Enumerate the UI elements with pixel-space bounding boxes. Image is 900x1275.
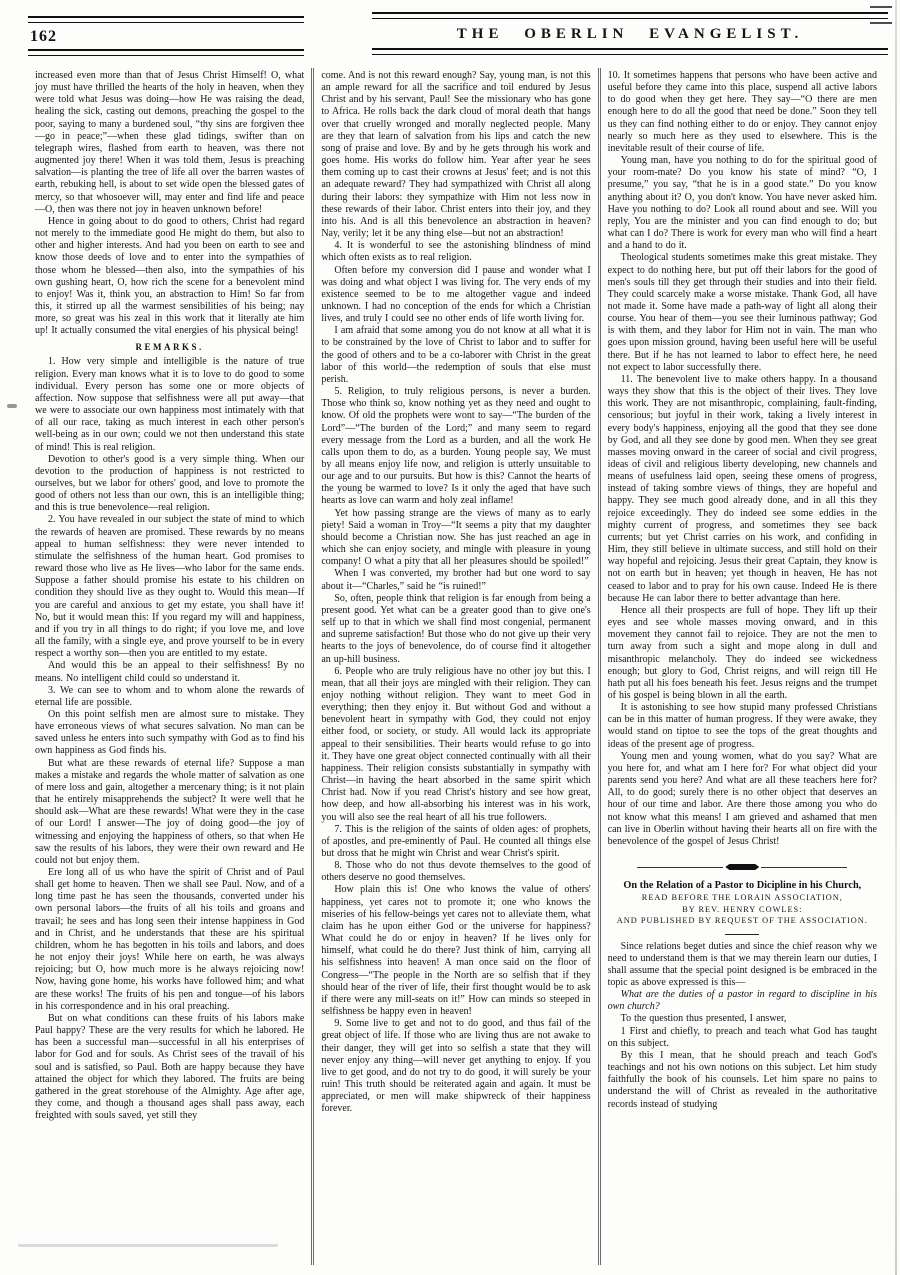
paragraph: Devotion to other's good is a very simple thing. When our devotion to the production of happiness is not restricted to ourselves, but we labor for others' good, and love to promote the good of others not less than our own, this is an intelligible thing; and this is true benevolence—real religion. xyxy=(35,453,305,514)
header-center xyxy=(372,12,888,55)
paragraph: Theological students sometimes make this great mistake. They expect to do nothing here, but put off their labors for the good of men's souls till they get through their studies and into their field. They could scarcely make a worse mistake. Thank God, all have not made it. Some have made a path-way of light all along their course. You hear of them—you see their luminous pathway; God is with them, and they labor for Him not in vain. The man who goes upon mission ground, having been useful here will be useful there. But if he has not learned to labor to effect here, he need not expect to labor successfully there. xyxy=(607,252,877,373)
article-byline: AND PUBLISHED BY REQUEST OF THE ASSOCIATION. xyxy=(616,916,868,925)
paragraph: So, often, people think that religion is far enough from being a present good. Yet what can be a greater good than to give one's self up to that in which we shall find most congenial, permanent and supreme satisfaction! But those who do not give up their very hearts to the joys of benevolence, do of course find it altogether an up-hill business. xyxy=(321,592,591,665)
divider-line xyxy=(761,867,847,868)
paragraph: And would this be an appeal to their selfishness! By no means. No intelligent child could so understand it. xyxy=(35,660,305,684)
paragraph: 6. People who are truly religious have no other joy but this. I mean, that all their joys are mingled with their religion. They can enjoy nothing without religion. They want to meet God in everything; then they enjoy it. But without God and without a benevolent heart in sympathy with God, they could not enjoy either food, or society, or study. All would lack its appropriate appeal to their sensibilities. Their hearts would refuse to go into it. They have one great object connected continually with all their happiness. Their religion consists substantially in sympathy with Christ—in having the heart absorbed in the same spirit which Christ had. Now if you read Christ's history and see how great, how deep, and how all-absorbing his interest was in his work, you will also see the real heart of all his true followers. xyxy=(321,665,591,823)
header-left xyxy=(28,16,304,56)
short-rule xyxy=(725,934,759,935)
paragraph: But on what conditions can these fruits of his labors make Paul happy? These are the very results for which he labored. He has been a successful man—successful in all his enterprises of labor for God and for souls. As Christ sees of the travail of his soul and is satisfied, so Paul. Both are happy because they have attained the object for which they labored. The fruits are being gathered in the great storehouse of the Almighty. Age after age, they come, and though a thousand ages shall pass away, each freighted with souls saved, yet still they xyxy=(35,1012,305,1122)
paragraph: I am afraid that some among you do not know at all what it is to be constrained by the love of Christ to labor and to suffer for the good of others and to be a co-laborer with Christ in the great labor of this world—the redemption of souls that else must perish. xyxy=(321,325,591,385)
paragraph: Often before my conversion did I pause and wonder what I was doing and what object I was living for. The very ends of my existence seemed to be to me altogether vague and indeed unknown. I had no conception of the ends for which a Christian lives, and truly I could see no other ends of life worth living for. xyxy=(321,264,591,325)
paragraph: 1 First and chiefly, to preach and teach what God has taught on this subject. xyxy=(607,1025,877,1049)
paragraph: By this I mean, that he should preach and teach God's teachings and not his own notions on this subject. Let him study faithfully the book of his counsels. Let him spare no pains to understand the will of Christ as revealed in the authoritative records instead of studying xyxy=(607,1049,877,1110)
paragraph: 9. Some live to get and not to do good, and thus fail of the great object of life. If those who are living thus are not awake to their danger, they will get into so selfish a state that they will never enjoy any thing—will never get anything to enjoy. If you live to get good, and do not try to do good, it will surely be your ruin! This truth should be reiterated again and again. It must be appreciated, or men will make shipwreck of their happiness forever. xyxy=(321,1018,591,1115)
double-rule xyxy=(372,12,888,19)
paragraph: 11. The benevolent live to make others happy. In a thousand ways they show that this is the object of their lives. They love this work. They are not misanthropic, complaining, fault-finding, censorious; but joyful in their work, taking a lively interest in every body's happiness, enjoying all the good that they see done by God, and all they see done by good men. When they see great masses moving onward in the career of social and civil progress, ideas of civil and religious liberty developing, new channels and means of usefulness laid open, seeing these omens of progress, instead of taking sombre views of things, they are hopeful and happy. They see much good already done, and in all this they rejoice exceedingly. They do indeed see some eddies in the mighty current of progress, and sometimes they see back currents; but yet Christ carries on his work, and confiding in Him, they still believe in ultimate success, and still hold on their way hopeful and rejoicing. Jesus their great Captain, they know is not on earth but in heaven; yet though in heaven, He has not ceased to labor and to pray for his own cause. Indeed He is there because He can labor there to better advantage than here. xyxy=(607,373,877,604)
article-title: On the Relation of a Pastor to Dicipline in his Church, xyxy=(623,880,862,891)
paragraph: Since relations beget duties and since the chief reason why we need to understand them is that we may therein learn our duties, I shall assume that the special point designed is be embraced in the topic as above expressed is this— xyxy=(607,940,877,988)
masthead-title: THE OBERLIN EVANGELIST. xyxy=(456,26,804,42)
scan-edge-shadow xyxy=(895,0,897,1275)
paragraph: Ere long all of us who have the spirit of Christ and of Paul shall get home to heaven. Then we shall see Paul. Now, and of a long time past he has seen the thousands, converted under his own personal labors—the fruits of all his toils and groans and travail; he sees and has long seen their intense happiness in God and in Christ, and he understands that these are his spiritual children, whom he has begotten in his toils and labors, and does he not enjoy their joys! While here on earth, he was always rejoicing; but O, how much more is he always rejoicing now! Now, having gone home, his works have followed him; and what are these works! The fruits of his pen and tongue—of his labors in his correspondence and in his oral preaching. xyxy=(35,867,305,1012)
paragraph: Hence all their prospects are full of hope. They lift up their eyes and see whole masses moving onward, and in this movement they cannot fail to rejoice. They are not the men to turn away from such a sight and mope along in dull and misanthropic melancholy. They do indeed see wickedness enough; but glory to God, Christ reigns, and will reign till He hath put all his foes beneath his feet. Jesus reigns and the trumpet of his gospel is being blown in all the earth. xyxy=(607,604,877,701)
paragraph: 1. How very simple and intelligible is the nature of true religion. Every man knows what it is to love to do good to some individual. Every person has some one or more objects of affection. Now suppose that selfishness were all put away—that we were to associate our own happiness most intimately with that of all our race, taking as much interest in each other person's well-being as in our own; could we not then understand this state of mind! This is real religion. xyxy=(35,356,305,453)
divider-diamond-icon xyxy=(725,864,759,870)
scan-smudge xyxy=(7,404,17,408)
paragraph-continuation: 10. It sometimes happens that persons who have been active and useful before they came into this place, suspend all active labors to do good when they get here. They say—“O there are men enough here to do all the good that need be done.” Soon they tell us they can find nothing either to do or enjoy. They cannot enjoy nearly so much here as they used to elsewhere. This is the inevitable result of their course of life. xyxy=(607,70,877,154)
article-divider xyxy=(637,864,847,870)
paragraph-continuation: increased even more than that of Jesus Christ Himself! O, what joy must have thrilled the hearts of the holy in heaven, when they were told what Jesus was doing—how He was raising the dead, healing the sick, casting out demons, preaching the gospel to the poor, saying to many a burdened soul, “thy sins are forgiven thee—go in peace;”—when these glad tidings, swifter than on telegraph wires, flashed from earth to heaven, was there not augmented joy there! When it was told them, Jesus is preaching salvation—is planting the tree of life all over the barren wastes of earth, rebuking hell, is about to set wide open the blessed gates of mercy, so that whosoever will, may enter and find life and peace—O, then was there not joy in heaven unknown before! xyxy=(35,70,305,215)
page-number: 162 xyxy=(30,28,57,45)
article-byline: READ BEFORE THE LORAIN ASSOCIATION, xyxy=(641,893,843,902)
divider-line xyxy=(637,867,723,868)
paragraph: How plain this is! One who knows the value of others' happiness, yet cares not to promote it; one who knows the miseries of his fellow-beings yet cares not to alleviate them, what claim has he upon either God or the universe for happiness? What could he do or enjoy in heaven? If he lives only for himself, what could he do there? Just think of him, carrying all his selfishness into heaven! A man once said on the floor of Congress—“The people in the North are so selfish that if they should hear of the river of life, their first thought would be to ask if there were any mill-seats on it!” How can minds so steeped in selfishness be happy even in heaven! xyxy=(321,884,591,1018)
paragraph: 5. Religion, to truly religious persons, is never a burden. Those who think so, know nothing yet as they need and ought to know. Of old the prophets were wont to say—“The burden of the Lord”—“The burden of the Lord;” and many seem to regard every message from the Lord as a burden, and all the work He calls upon them to do, as a burden. Young people say, We must by all means enjoy life now, and religion is utterly unsuitable to our age and to our pursuits. But how is this? Cannot the hearts of the young be warmed to love? Is it only the aged that have such hearts as love can warm and holy zeal inflame! xyxy=(321,386,591,507)
paragraph-continuation: come. And is not this reward enough? Say, young man, is not this an ample reward for all the sacrifice and toil endured by Jesus Christ and by his servant, Paul! See the missionary who has gone to Africa. He rolls back the dark cloud of moral death that hangs over that cruelly wronged and morally neglected people. Many are they that learn of salvation from his lips and catch the new song of praise and love. By and by he gets through his work and goes home. His works do follow him. Year after year he sees them coming up to cast their crowns at Jesus' feet; and is not this an adequate reward? They had sympathized with Christ all along during their labors: they sympathize with Him not less now in these rewards of their labor. Christ enters into their joy, and they into his. And is all this benevolence an abstraction in heaven? Nay, verily; let it be any thing else—but not an abstraction! xyxy=(321,70,591,240)
article-byline: BY REV. HENRY COWLES: xyxy=(682,904,803,914)
double-rule xyxy=(28,49,304,56)
paragraph: On this point selfish men are almost sure to mistake. They have erroneous views of what secures salvation. No man can be saved unless he enters into such sympathy with God as to find his own happiness as God finds his. xyxy=(35,708,305,757)
paragraph: 3. We can see to whom and to whom alone the rewards of eternal life are possible. xyxy=(35,684,305,708)
paragraph: Hence in going about to do good to others, Christ had regard not merely to the immediate good He might do them, but also to other and higher interests. And had you been on earth to see and know those deeds of love and to enter into the sympathies of those whom he blessed—then also, into the sympathies of his own gushing heart, O, how rich the scene for a benevolent mind to enjoy! Was it, think you, an abstraction to Him! So far from this, it stirred up all the warmest sensibilities of his being; nay more, so great was his zeal in this work that it literally ate him up! It actually consumed the vital energies of his physical being! xyxy=(35,215,305,337)
paragraph: 7. This is the religion of the saints of olden ages: of prophets, of apostles, and pre-eminently of Paul. He counted all things else but dross that he might win Christ and wear Christ's spirit. xyxy=(321,823,591,859)
double-rule xyxy=(372,48,888,55)
paragraph: 2. You have revealed in our subject the state of mind to which the rewards of heaven are promised. These rewards by no means appeal to human selfishness: they were never intended to stimulate the selfishness of the human heart. God promises to reward those who live as He lives—who labor for the same ends. Suppose a father should promise his estate to his children on condition they should live as they ought to. Would this mean—If you are careful and anxious to get my estate, you shall have it! No, but it would mean this: If you regard my will and happiness, and if you try in all things to do right; if you love me, and love all the family, with a single eye, and prove yourself to be in every respect a worthy son—then you are entitled to my estate. xyxy=(35,514,305,660)
column-2 xyxy=(311,68,597,1265)
paragraph: When I was converted, my brother had but one word to say about it—“Charles,” said he “is ruined!” xyxy=(321,568,591,592)
paragraph: Young men and young women, what do you say? What are you here for, and what am I here for? For what object did your parents send you here? And what are all these teachers here for? All, to do good; surely there is no other object that deserves an hour of our time and labor. Are there those among you who do not know what this means! I am grieved and ashamed that men can live in Oberlin without having their hearts all on fire with the benevolence of the gospel of Jesus Christ! xyxy=(607,750,877,847)
paragraph: 8. Those who do not thus devote themselves to the good of others deserve no good themselves. xyxy=(321,860,591,884)
paragraph: Yet how passing strange are the views of many as to early piety! Said a woman in Troy—“It seems a pity that my daughter should become a Christian now. She has just reached an age in which she can enjoy society, and mingle with pleasure in young company! O what a pity that all her pleasures should be spoiled!” xyxy=(321,507,591,568)
paragraph: 4. It is wonderful to see the astonishing blindness of mind which often exists as to real religion. xyxy=(321,240,591,264)
paragraph: To the question thus presented, I answer, xyxy=(620,1013,787,1025)
paragraph: It is astonishing to see how stupid many professed Christians can be in this matter of human progress. If they were awake, they would stand on tiptoe to see the tops of the great thoughts and ideas of the present age of progress. xyxy=(607,702,877,750)
paragraph-italic: What are the duties of a pastor in regard to discipline in his own church? xyxy=(607,989,877,1013)
column-1 xyxy=(28,68,311,1265)
column-container xyxy=(28,68,884,1265)
double-rule xyxy=(28,16,304,23)
column-3 xyxy=(598,68,884,1265)
paragraph: Young man, have you nothing to do for the spiritual good of your room-mate? Do you know his state of mind? “O, I presume,” you say, “that he is in a good state.” Do you know anything about it? O, you don't know. You have never asked him. Have you nothing to do? Look all round about and see. Will you reply, You are the minister and you can find enough to do; but what can I do? There is work for every man who will find a heart and a hand to do it. xyxy=(607,155,877,252)
section-heading: REMARKS. xyxy=(135,342,204,353)
paragraph: But what are these rewards of eternal life? Suppose a man makes a mistake and regards the whole matter of salvation as one of mere loss and gain, altogether a mercenary thing; is it not plain that he entirely misapprehends the subject? It were well that he should ask—What are these rewards! What were they in the case of our Lord! I answer—The joy of doing good—the joy of witnessing and enjoying the happiness of others, so that when He saw the results of his labors, they were their own reward and He could not but enjoy them. xyxy=(35,757,305,866)
